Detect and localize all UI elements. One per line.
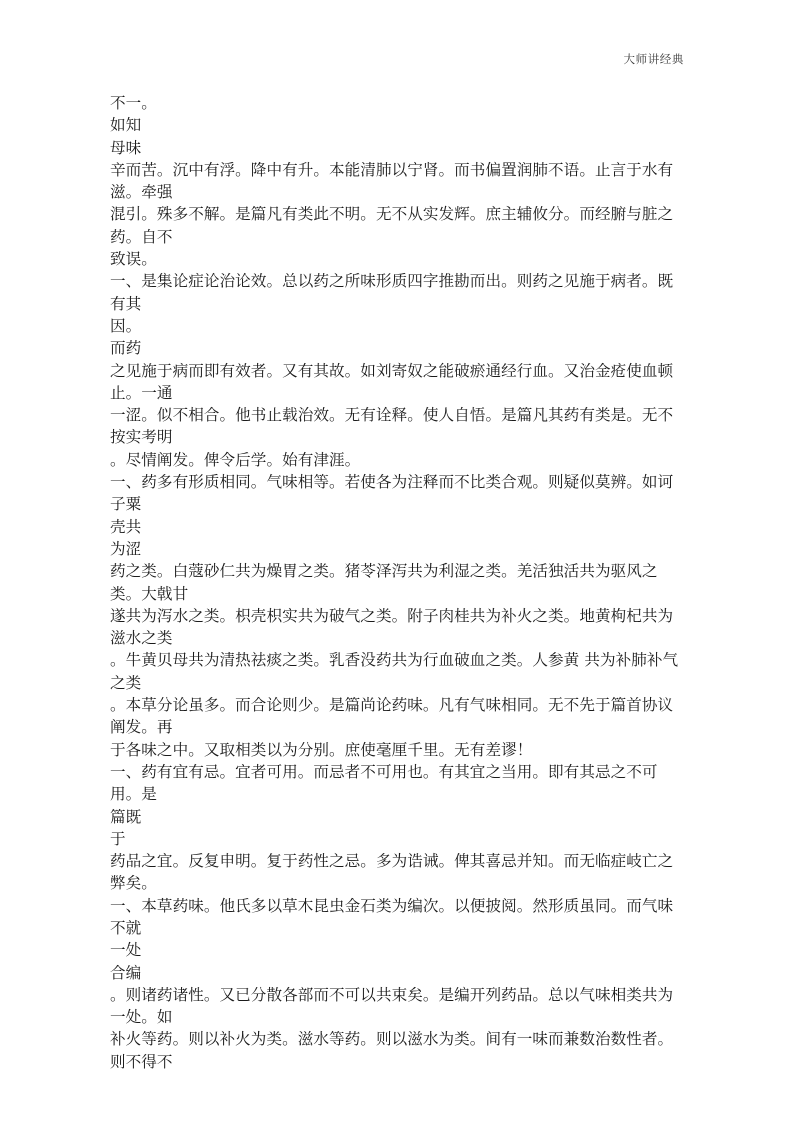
page-header: 大师讲经典 [623, 52, 684, 66]
body-line: 。尽情阐发。俾令后学。始有津涯。 [110, 450, 361, 469]
body-line: 。本草分论虽多。而合论则少。是篇尚论药味。凡有气味相同。无不先于篇首协议阐发。再 [110, 696, 674, 737]
body-line: 因。 [110, 316, 142, 335]
document-body [110, 92, 685, 1073]
body-line: 致误。 [110, 250, 157, 269]
body-line: 不一。 [110, 94, 157, 112]
body-line: 一、是集论症论治论效。总以药之所味形质四字推勘而出。则药之见施于病者。既有其 [110, 272, 674, 313]
body-line: 一、药有宜有忌。宜者可用。而忌者不可用也。有其宜之当用。即有其忌之不可用。是 [110, 762, 658, 804]
body-line: 之见施于病而即有效者。又有其故。如刘寄奴之能破瘀通经行血。又治金疮使血顿止。一通 [110, 361, 674, 402]
body-line: 壳共 [110, 517, 142, 536]
body-line: 。则诸药诸性。又已分散各部而不可以共束矣。是编开列药品。总以气味相类共为一处。如 [110, 985, 674, 1027]
body-line: 一涩。似不相合。他书止载治效。无有诠释。使人自悟。是篇凡其药有类是。无不按实考明 [110, 406, 674, 447]
body-line: 遂共为泻水之类。枳壳枳实共为破气之类。附子肉桂共为补火之类。地黄枸杞共为滋水之类 [110, 606, 674, 648]
body-line: 一处 [110, 941, 142, 960]
body-line: 为涩 [110, 539, 142, 558]
body-line: 药之类。白蔻砂仁共为燥胃之类。猪苓泽泻共为利湿之类。羌活独活共为驱风之类。大戟甘 [110, 562, 658, 603]
body-line: 如知 [110, 116, 142, 135]
body-line: 而药 [110, 339, 142, 358]
body-line: 辛而苦。沉中有浮。降中有升。本能清肺以宁肾。而书偏置润肺不语。止言于水有滋。牵强 [110, 160, 674, 202]
body-line: 一、本草药味。他氏多以草木昆虫金石类为编次。以便披阅。然形质虽同。而气味不就 [110, 896, 674, 937]
body-line: 于各味之中。又取相类以为分别。庶使毫厘千里。无有差谬！ [110, 740, 533, 759]
body-line: 药品之宜。反复申明。复于药性之忌。多为诰诫。俾其喜忌并知。而无临症岐亡之弊矣。 [110, 852, 674, 893]
body-line: 母味 [110, 138, 142, 157]
body-line: 篇既 [110, 807, 142, 826]
body-line: 混引。殊多不解。是篇凡有类此不明。无不从实发辉。庶主辅攸分。而经腑与脏之药。自不 [110, 205, 674, 246]
body-line: 补火等药。则以补火为类。滋水等药。则以滋水为类。间有一味而兼数治数性者。则不得不 [110, 1030, 674, 1071]
body-line: 。牛黄贝母共为清热祛痰之类。乳香没药共为行血破血之类。人参黄 共为补肺补气之类 [110, 651, 679, 692]
body-line: 于 [110, 829, 126, 848]
body-line: 合编 [110, 963, 142, 982]
body-line: 一、药多有形质相同。气味相等。若使各为注释而不比类合观。则疑似莫辨。如诃子粟 [110, 473, 674, 514]
